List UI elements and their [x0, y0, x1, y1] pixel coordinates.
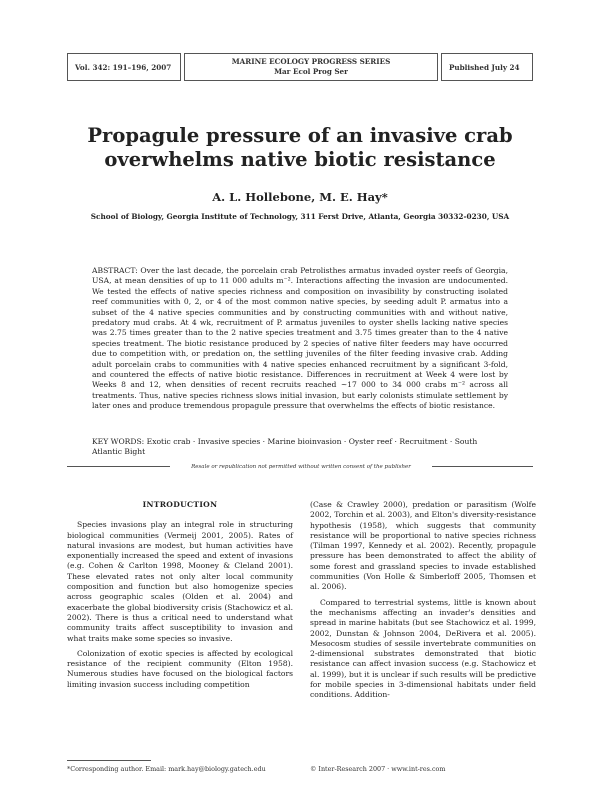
copyright: © Inter-Research 2007 · www.int-res.com — [310, 765, 446, 773]
journal-abbrev: Mar Ecol Prog Ser — [274, 67, 348, 76]
paper-title: Propagule pressure of an invasive crab overwhelms native biotic resistance — [87, 124, 513, 171]
paragraph: Colonization of exotic species is affected by ecological resistance of the recipient community (Elton 1958). Numerous studies have focused on the biological factors limiting invasion success including competition — [67, 648, 293, 689]
keywords: KEY WORDS: Exotic crab · Invasive species · Marine bioinvasion · Oyster reef · Recruitment · South Atlantic Bight — [92, 437, 478, 457]
volume-box — [67, 53, 181, 81]
authors: A. L. Hollebone, M. E. Hay* — [212, 190, 388, 204]
paragraph: Compared to terrestrial systems, little is known about the mechanisms affecting an invader's densities and spread in marine habitats (but see Stachowicz et al. 1999, 2002, Dunstan & Johnson 2004, DeRivera et al. 2005). Mesocosm studies of sessile invertebrate communities on 2-dimensional substrates demonstrated that biotic resistance can affect invasion success (e.g. Stachowicz et al. 1999), but it is unclear if such results will be predictive for mobile species in 3-dimensional habitats under field conditions. Addition- — [310, 597, 536, 700]
paragraph: Species invasions play an integral role in structuring biological communities (Vermeij 2001, 2005). Rates of natural invasions are modest, but human activities have exponentially increased the speed and extent of invasions (e.g. Cohen & Carlton 1998, Mooney & Cleland 2001). These elevated rates not only alter local community composition and function but also homogenize species across geographic scales (Olden et al. 2004) and exacerbate the global biodiversity crisis (Stachowicz et al. 2002). There is thus a critical need to understand what community traits affect susceptibility to invasion and what traits make some species so invasive. — [67, 520, 293, 643]
left-column — [67, 500, 293, 695]
published-date: Published July 24 — [449, 62, 520, 72]
republication-notice: Resale or republication not permitted without written consent of the publisher — [170, 464, 432, 470]
footnote: *Corresponding author. Email: mark.hay@biology.gatech.edu — [67, 765, 266, 773]
volume-text: Vol. 342: 191–196, 2007 — [75, 62, 172, 72]
section-heading: INTRODUCTION — [142, 500, 218, 509]
footnote-divider — [67, 760, 151, 761]
published-box — [441, 53, 533, 81]
journal-box — [184, 53, 438, 81]
affiliation: School of Biology, Georgia Institute of Technology, 311 Ferst Drive, Atlanta, Georgia 30332-0230, USA — [90, 212, 510, 221]
right-column — [310, 500, 536, 706]
abstract: ABSTRACT: Over the last decade, the porcelain crab Petrolisthes armatus invaded oyster reefs of Georgia, USA, at mean densities of up to 11 000 adults m⁻². Interactions affecting the invasion are undocumented. We tested the effects of native species richness and composition on invasibility by constructing isolated reef communities with 0, 2, or 4 of the most common native species, by seeding adult P. armatus into a subset of the 4 native species communities and by constructing communities with and without native, predatory mud crabs. At 4 wk, recruitment of P. armatus juveniles to oyster shells lacking native species was 2.75 times greater than to the 2 native species treatment and 3.75 times greater than to the 4 native species treatment. The biotic resistance produced by 2 species of native filter feeders may have occurred due to competition with, or predation on, the settling juveniles of the filter feeding invasive crab. Adding adult porcelain crabs to communities with 4 native species enhanced recruitment by a significant 3-fold, and countered the effects of native biotic resistance. Differences in recruitment at Week 4 were lost by Weeks 8 and 12, when densities of recent recruits reached ~17 000 to 34 000 crabs m⁻² across all treatments. Thus, native species richness slows initial invasion, but early colonists stimulate settlement by later ones and produce tremendous propagule pressure that overwhelms the effects of biotic resistance. — [92, 266, 508, 411]
journal-name: MARINE ECOLOGY PROGRESS SERIES — [231, 57, 391, 66]
paragraph: (Case & Crawley 2000), predation or parasitism (Wolfe 2002, Torchin et al. 2003), and Elton's diversity-resistance hypothesis (1958), which suggests that community resistance will be proportional to native species richness (Tilman 1997, Kennedy et al. 2002). Recently, propagule pressure has been demonstrated to affect the ability of some forest and grassland species to invade established communities (Von Holle & Simberloff 2005, Thomsen et al. 2006). — [310, 500, 536, 592]
